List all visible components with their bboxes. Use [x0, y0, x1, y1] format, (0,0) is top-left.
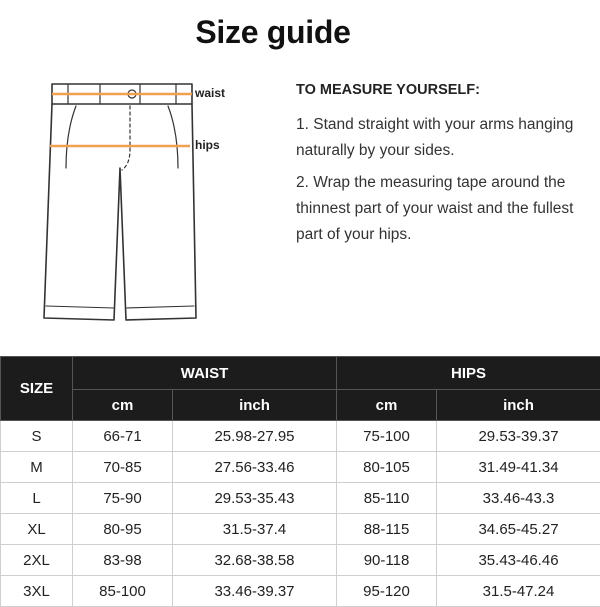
table-row [1, 483, 600, 514]
hips-cm-cell: 75-100 [337, 421, 437, 452]
waist-cm-cell: 66-71 [73, 421, 173, 452]
hips-cm-cell: 85-110 [337, 483, 437, 514]
size-cell: M [1, 452, 73, 483]
size-cell: XL [1, 514, 73, 545]
size-cell: 2XL [1, 545, 73, 576]
waist-header: WAIST [73, 357, 337, 390]
hips-cm-header: cm [337, 390, 437, 421]
instruction-step-1: 1. Stand straight with your arms hanging naturally by your sides. [296, 112, 586, 164]
hips-inch-cell: 33.46-43.3 [437, 483, 600, 514]
right-pocket [168, 106, 178, 168]
hips-inch-cell: 31.49-41.34 [437, 452, 600, 483]
hips-cm-cell: 95-120 [337, 576, 437, 607]
waist-cm-cell: 70-85 [73, 452, 173, 483]
instructions-heading: TO MEASURE YOURSELF: [296, 82, 586, 98]
size-header: SIZE [1, 357, 73, 421]
hips-inch-cell: 35.43-46.46 [437, 545, 600, 576]
table-row [1, 545, 600, 576]
hips-cm-cell: 88-115 [337, 514, 437, 545]
hips-inch-cell: 34.65-45.27 [437, 514, 600, 545]
waist-inch-cell: 31.5-37.4 [173, 514, 337, 545]
waist-label: waist [195, 86, 225, 100]
shorts-diagram [40, 72, 200, 328]
measure-instructions [296, 82, 586, 254]
hips-label: hips [195, 138, 220, 152]
hips-inch-cell: 31.5-47.24 [437, 576, 600, 607]
hips-inch-cell: 29.53-39.37 [437, 421, 600, 452]
waist-inch-cell: 27.56-33.46 [173, 452, 337, 483]
waist-inch-cell: 25.98-27.95 [173, 421, 337, 452]
table-row [1, 421, 600, 452]
waist-cm-cell: 83-98 [73, 545, 173, 576]
size-cell: S [1, 421, 73, 452]
hips-cm-cell: 90-118 [337, 545, 437, 576]
page-title: Size guide [0, 14, 546, 51]
hips-header: HIPS [337, 357, 600, 390]
waist-inch-header: inch [173, 390, 337, 421]
size-cell: L [1, 483, 73, 514]
shorts-outline [44, 104, 196, 320]
waist-inch-cell: 32.68-38.58 [173, 545, 337, 576]
size-table [0, 356, 600, 607]
waist-cm-cell: 75-90 [73, 483, 173, 514]
table-row [1, 514, 600, 545]
table-row [1, 576, 600, 607]
table-row [1, 452, 600, 483]
instruction-step-2: 2. Wrap the measuring tape around the thinnest part of your waist and the fullest part of your hips. [296, 170, 586, 248]
waist-inch-cell: 33.46-39.37 [173, 576, 337, 607]
left-pocket [66, 106, 76, 168]
waist-inch-cell: 29.53-35.43 [173, 483, 337, 514]
hips-inch-header: inch [437, 390, 600, 421]
waist-cm-cell: 80-95 [73, 514, 173, 545]
size-cell: 3XL [1, 576, 73, 607]
waist-cm-cell: 85-100 [73, 576, 173, 607]
waist-cm-header: cm [73, 390, 173, 421]
hips-cm-cell: 80-105 [337, 452, 437, 483]
fly-stitching [122, 106, 130, 170]
